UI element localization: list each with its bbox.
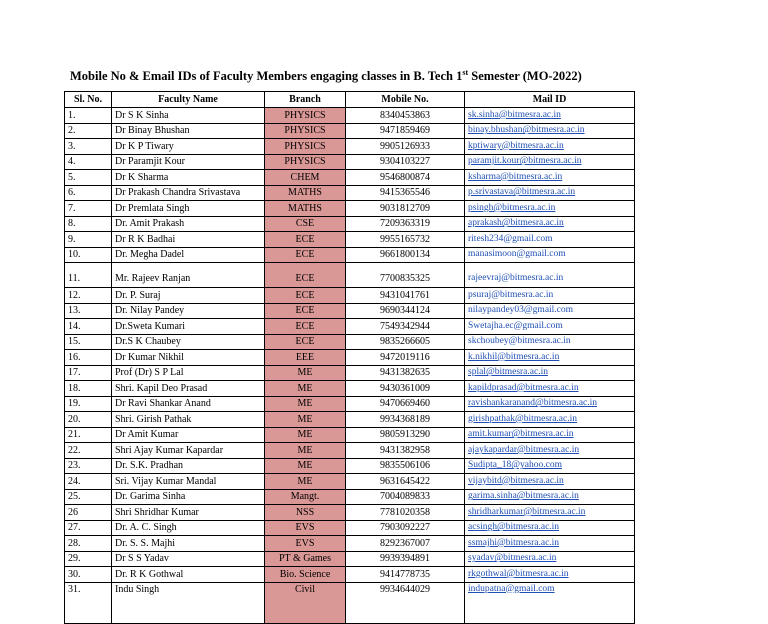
cell-mobile: 9431041761 <box>346 288 465 304</box>
cell-sl-no: 6. <box>65 185 112 201</box>
cell-branch: PHYSICS <box>265 108 346 124</box>
cell-sl-no: 28. <box>65 536 112 552</box>
cell-sl-no: 15. <box>65 334 112 350</box>
cell-sl-no: 26 <box>65 505 112 521</box>
document-title <box>70 68 582 84</box>
cell-branch: ME <box>265 412 346 428</box>
table-row <box>65 263 635 288</box>
cell-mail-id[interactable]: k.nikhil@bitmesra.ac.in <box>465 350 635 366</box>
cell-faculty-name: Dr. A. C. Singh <box>112 520 265 536</box>
cell-sl-no: 21. <box>65 427 112 443</box>
cell-branch: PHYSICS <box>265 139 346 155</box>
cell-sl-no: 11. <box>65 263 112 288</box>
cell-sl-no: 14. <box>65 319 112 335</box>
table-row <box>65 139 635 155</box>
cell-faculty-name: Dr.Sweta Kumari <box>112 319 265 335</box>
table-row <box>65 216 635 232</box>
title-main: Mobile No & Email IDs of Faculty Members engaging classes in B. Tech 1 <box>70 69 463 84</box>
table-row <box>65 458 635 474</box>
cell-branch: NSS <box>265 505 346 521</box>
table-row <box>65 201 635 217</box>
cell-mobile: 7903092227 <box>346 520 465 536</box>
cell-sl-no: 13. <box>65 303 112 319</box>
cell-branch: ME <box>265 474 346 490</box>
cell-branch: ME <box>265 396 346 412</box>
cell-sl-no: 23. <box>65 458 112 474</box>
cell-mail-id[interactable]: ravishankaranand@bitmesra.ac.in <box>465 396 635 412</box>
cell-branch: EEE <box>265 350 346 366</box>
cell-sl-no: 7. <box>65 201 112 217</box>
table-row <box>65 567 635 583</box>
cell-faculty-name: Dr Amit Kumar <box>112 427 265 443</box>
table-row <box>65 520 635 536</box>
cell-mail-id[interactable]: vijaybitd@bitmesra.ac.in <box>465 474 635 490</box>
cell-faculty-name: Dr. R K Gothwal <box>112 567 265 583</box>
cell-branch: ECE <box>265 288 346 304</box>
cell-mobile: 7004089833 <box>346 489 465 505</box>
cell-sl-no: 9. <box>65 232 112 248</box>
table-row <box>65 170 635 186</box>
table-row <box>65 396 635 412</box>
title-tail: Semester (MO-2022) <box>468 69 582 84</box>
cell-mobile: 9471859469 <box>346 123 465 139</box>
cell-faculty-name: Shri Ajay Kumar Kapardar <box>112 443 265 459</box>
cell-mail-id[interactable]: ajaykapardar@bitmesra.ac.in <box>465 443 635 459</box>
cell-faculty-name: Dr S K Sinha <box>112 108 265 124</box>
cell-sl-no: 30. <box>65 567 112 583</box>
cell-mobile: 9661800134 <box>346 247 465 263</box>
cell-mobile: 7781020358 <box>346 505 465 521</box>
table-row <box>65 247 635 263</box>
cell-mail-id[interactable]: kptiwary@bitmesra.ac.in <box>465 139 635 155</box>
cell-branch: ECE <box>265 232 346 248</box>
cell-mail-id[interactable]: syadav@bitmesra.ac.in <box>465 551 635 567</box>
cell-branch: CHEM <box>265 170 346 186</box>
cell-branch: PT & Games <box>265 551 346 567</box>
cell-faculty-name: Dr. Nilay Pandey <box>112 303 265 319</box>
cell-mail-id[interactable]: aprakash@bitmesra.ac.in <box>465 216 635 232</box>
table-row <box>65 350 635 366</box>
cell-branch: ECE <box>265 247 346 263</box>
cell-faculty-name: Dr Ravi Shankar Anand <box>112 396 265 412</box>
cell-sl-no: 3. <box>65 139 112 155</box>
table-row <box>65 505 635 521</box>
cell-sl-no: 25. <box>65 489 112 505</box>
cell-mobile: 9414778735 <box>346 567 465 583</box>
table-row <box>65 365 635 381</box>
cell-mail-id[interactable]: skchoubey@bitmesra.ac.in <box>465 334 635 350</box>
header-faculty-name: Faculty Name <box>112 92 265 108</box>
cell-faculty-name: Dr Binay Bhushan <box>112 123 265 139</box>
table-row <box>65 489 635 505</box>
cell-faculty-name: Indu Singh <box>112 582 265 623</box>
cell-mobile: 9304103227 <box>346 154 465 170</box>
cell-mobile: 9431382958 <box>346 443 465 459</box>
cell-branch: Civil <box>265 582 346 623</box>
cell-mobile: 9431382635 <box>346 365 465 381</box>
cell-mail-id[interactable]: acsingh@bitmesra.ac.in <box>465 520 635 536</box>
cell-mail-id[interactable]: splal@bitmesra.ac.in <box>465 365 635 381</box>
cell-branch: Bio. Science <box>265 567 346 583</box>
cell-sl-no: 16. <box>65 350 112 366</box>
cell-branch: EVS <box>265 536 346 552</box>
cell-mail-id[interactable]: psuraj@bitmesra.ac.in <box>465 288 635 304</box>
cell-branch: ECE <box>265 303 346 319</box>
table-row <box>65 108 635 124</box>
table-row <box>65 303 635 319</box>
cell-mobile: 9415365546 <box>346 185 465 201</box>
cell-faculty-name: Dr Premlata Singh <box>112 201 265 217</box>
table-body <box>65 108 635 624</box>
cell-mail-id[interactable]: kapildprasad@bitmesra.ac.in <box>465 381 635 397</box>
header-mobile: Mobile No. <box>346 92 465 108</box>
cell-faculty-name: Shri Shridhar Kumar <box>112 505 265 521</box>
cell-mobile: 8340453863 <box>346 108 465 124</box>
cell-faculty-name: Mr. Rajeev Ranjan <box>112 263 265 288</box>
table-row <box>65 154 635 170</box>
header-branch: Branch <box>265 92 346 108</box>
cell-sl-no: 27. <box>65 520 112 536</box>
cell-mobile: 9934644029 <box>346 582 465 623</box>
title-superscript: st <box>462 68 469 77</box>
cell-mail-id[interactable]: nilaypandey03@gmail.com <box>465 303 635 319</box>
cell-faculty-name: Dr S S Yadav <box>112 551 265 567</box>
cell-branch: EVS <box>265 520 346 536</box>
cell-mobile: 9031812709 <box>346 201 465 217</box>
cell-mobile: 9905126933 <box>346 139 465 155</box>
cell-mail-id[interactable]: paramjit.kour@bitmesra.ac.in <box>465 154 635 170</box>
cell-mobile: 9805913290 <box>346 427 465 443</box>
cell-branch: ECE <box>265 334 346 350</box>
table-row <box>65 412 635 428</box>
cell-branch: ECE <box>265 263 346 288</box>
table-row <box>65 232 635 248</box>
cell-mobile: 9934368189 <box>346 412 465 428</box>
cell-branch: ME <box>265 365 346 381</box>
cell-faculty-name: Dr.S K Chaubey <box>112 334 265 350</box>
cell-faculty-name: Dr K P Tiwary <box>112 139 265 155</box>
cell-faculty-name: Sri. Vijay Kumar Mandal <box>112 474 265 490</box>
cell-branch: ME <box>265 443 346 459</box>
cell-mobile: 7209363319 <box>346 216 465 232</box>
cell-mobile: 7700835325 <box>346 263 465 288</box>
cell-branch: CSE <box>265 216 346 232</box>
cell-faculty-name: Dr. P. Suraj <box>112 288 265 304</box>
table-row <box>65 123 635 139</box>
cell-faculty-name: Dr R K Badhai <box>112 232 265 248</box>
cell-sl-no: 19. <box>65 396 112 412</box>
cell-branch: ME <box>265 427 346 443</box>
table-header-row <box>65 92 635 108</box>
header-sl-no: Sl. No. <box>65 92 112 108</box>
cell-faculty-name: Shri. Kapil Deo Prasad <box>112 381 265 397</box>
cell-sl-no: 2. <box>65 123 112 139</box>
cell-mobile: 9631645422 <box>346 474 465 490</box>
cell-sl-no: 18. <box>65 381 112 397</box>
cell-sl-no: 4. <box>65 154 112 170</box>
cell-branch: MATHS <box>265 201 346 217</box>
table-row <box>65 381 635 397</box>
cell-branch: ME <box>265 458 346 474</box>
table-row <box>65 334 635 350</box>
cell-faculty-name: Dr. S. S. Majhi <box>112 536 265 552</box>
cell-sl-no: 10. <box>65 247 112 263</box>
cell-sl-no: 5. <box>65 170 112 186</box>
cell-sl-no: 17. <box>65 365 112 381</box>
cell-mobile: 7549342944 <box>346 319 465 335</box>
cell-branch: MATHS <box>265 185 346 201</box>
cell-mobile: 9430361009 <box>346 381 465 397</box>
cell-branch: PHYSICS <box>265 154 346 170</box>
cell-mail-id[interactable]: girishpathak@bitmesra.ac.in <box>465 412 635 428</box>
cell-faculty-name: Dr. Amit Prakash <box>112 216 265 232</box>
cell-sl-no: 31. <box>65 582 112 623</box>
cell-mobile: 9470669460 <box>346 396 465 412</box>
table-row <box>65 551 635 567</box>
cell-mobile: 9835506106 <box>346 458 465 474</box>
cell-mobile: 9690344124 <box>346 303 465 319</box>
cell-sl-no: 12. <box>65 288 112 304</box>
cell-faculty-name: Shri. Girish Pathak <box>112 412 265 428</box>
cell-mail-id[interactable]: amit.kumar@bitmesra.ac.in <box>465 427 635 443</box>
cell-mobile: 9472019116 <box>346 350 465 366</box>
cell-branch: ECE <box>265 319 346 335</box>
cell-mail-id[interactable]: Swetajha.ec@gmail.com <box>465 319 635 335</box>
cell-mail-id[interactable]: rkgothwal@bitmesra.ac.in <box>465 567 635 583</box>
cell-mail-id[interactable]: manasimoon@gmail.com <box>465 247 635 263</box>
cell-mobile: 9546800874 <box>346 170 465 186</box>
cell-faculty-name: Prof (Dr) S P Lal <box>112 365 265 381</box>
table-row <box>65 536 635 552</box>
cell-faculty-name: Dr Kumar Nikhil <box>112 350 265 366</box>
cell-faculty-name: Dr. Megha Dadel <box>112 247 265 263</box>
cell-faculty-name: Dr Prakash Chandra Srivastava <box>112 185 265 201</box>
cell-mail-id[interactable]: p.srivastava@bitmesra.ac.in <box>465 185 635 201</box>
header-mail-id: Mail ID <box>465 92 635 108</box>
faculty-table <box>64 91 635 624</box>
table-row <box>65 474 635 490</box>
cell-faculty-name: Dr Paramjit Kour <box>112 154 265 170</box>
cell-sl-no: 29. <box>65 551 112 567</box>
cell-mail-id[interactable]: Sudipta_18@yahoo.com <box>465 458 635 474</box>
cell-sl-no: 1. <box>65 108 112 124</box>
cell-mobile: 9939394891 <box>346 551 465 567</box>
cell-sl-no: 24. <box>65 474 112 490</box>
cell-faculty-name: Dr K Sharma <box>112 170 265 186</box>
cell-sl-no: 8. <box>65 216 112 232</box>
cell-faculty-name: Dr. S.K. Pradhan <box>112 458 265 474</box>
table-row <box>65 319 635 335</box>
cell-mail-id[interactable]: indupatna@gmail.com <box>465 582 635 623</box>
cell-mail-id[interactable]: garima.sinha@bitmesra.ac.in <box>465 489 635 505</box>
cell-mail-id[interactable]: shridharkumar@bitmesra.ac.in <box>465 505 635 521</box>
cell-branch: ME <box>265 381 346 397</box>
cell-mail-id[interactable]: ritesh234@gmail.com <box>465 232 635 248</box>
table-row <box>65 582 635 623</box>
cell-mail-id[interactable]: binay.bhushan@bitmesra.ac.in <box>465 123 635 139</box>
cell-mail-id[interactable]: sk.sinha@bitmesra.ac.in <box>465 108 635 124</box>
table-row <box>65 185 635 201</box>
cell-mail-id[interactable]: ssmajhi@bitmesra.ac.in <box>465 536 635 552</box>
cell-sl-no: 20. <box>65 412 112 428</box>
cell-mobile: 9955165732 <box>346 232 465 248</box>
table-row <box>65 443 635 459</box>
cell-mobile: 8292367007 <box>346 536 465 552</box>
table-row <box>65 427 635 443</box>
cell-mail-id[interactable]: rajeevraj@bitmesra.ac.in <box>465 263 635 288</box>
cell-mobile: 9835266605 <box>346 334 465 350</box>
cell-mail-id[interactable]: ksharma@bitmesra.ac.in <box>465 170 635 186</box>
cell-faculty-name: Dr. Garima Sinha <box>112 489 265 505</box>
cell-sl-no: 22. <box>65 443 112 459</box>
cell-mail-id[interactable]: psingh@bitmesra.ac.in <box>465 201 635 217</box>
cell-branch: PHYSICS <box>265 123 346 139</box>
cell-branch: Mangt. <box>265 489 346 505</box>
table-row <box>65 288 635 304</box>
